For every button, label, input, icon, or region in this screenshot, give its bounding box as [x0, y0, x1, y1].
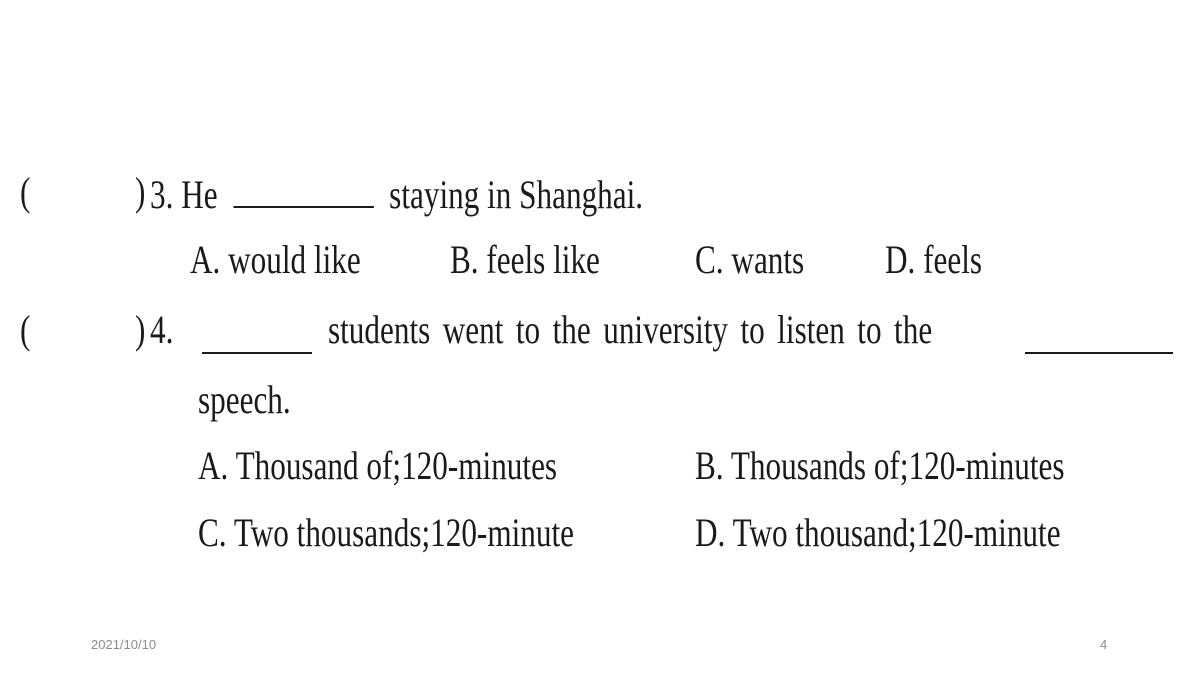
- question-stem-prefix: 3. He: [150, 172, 218, 217]
- answer-open-paren: (: [20, 307, 31, 352]
- question-stem: [150, 172, 643, 215]
- option-b: B. feels like: [450, 237, 600, 282]
- option-c: C. Two thousands;120-minute: [198, 510, 574, 555]
- slide-page-number: 4: [1100, 637, 1108, 652]
- option-a: A. Thousand of;120-minutes: [198, 443, 558, 488]
- answer-close-paren: ): [135, 169, 146, 214]
- question-stem-prefix: 4.: [150, 307, 174, 352]
- option-a: A. would like: [190, 237, 361, 282]
- option-b: B. Thousands of;120-minutes: [695, 443, 1065, 488]
- option-d: D. feels: [885, 237, 983, 282]
- option-d: D. Two thousand;120-minute: [695, 510, 1061, 555]
- question-stem-middle: students went to the university to listen to the: [328, 307, 933, 352]
- question-stem-continued: speech.: [198, 377, 291, 422]
- slide-date: 2021/10/10: [91, 637, 157, 652]
- answer-blank: [202, 318, 312, 354]
- answer-blank: [233, 172, 373, 208]
- question-stem-suffix: staying in Shanghai.: [389, 172, 644, 217]
- answer-close-paren: ): [135, 307, 146, 352]
- option-c: C. wants: [695, 237, 805, 282]
- answer-blank: [1025, 318, 1173, 354]
- answer-open-paren: (: [20, 169, 31, 214]
